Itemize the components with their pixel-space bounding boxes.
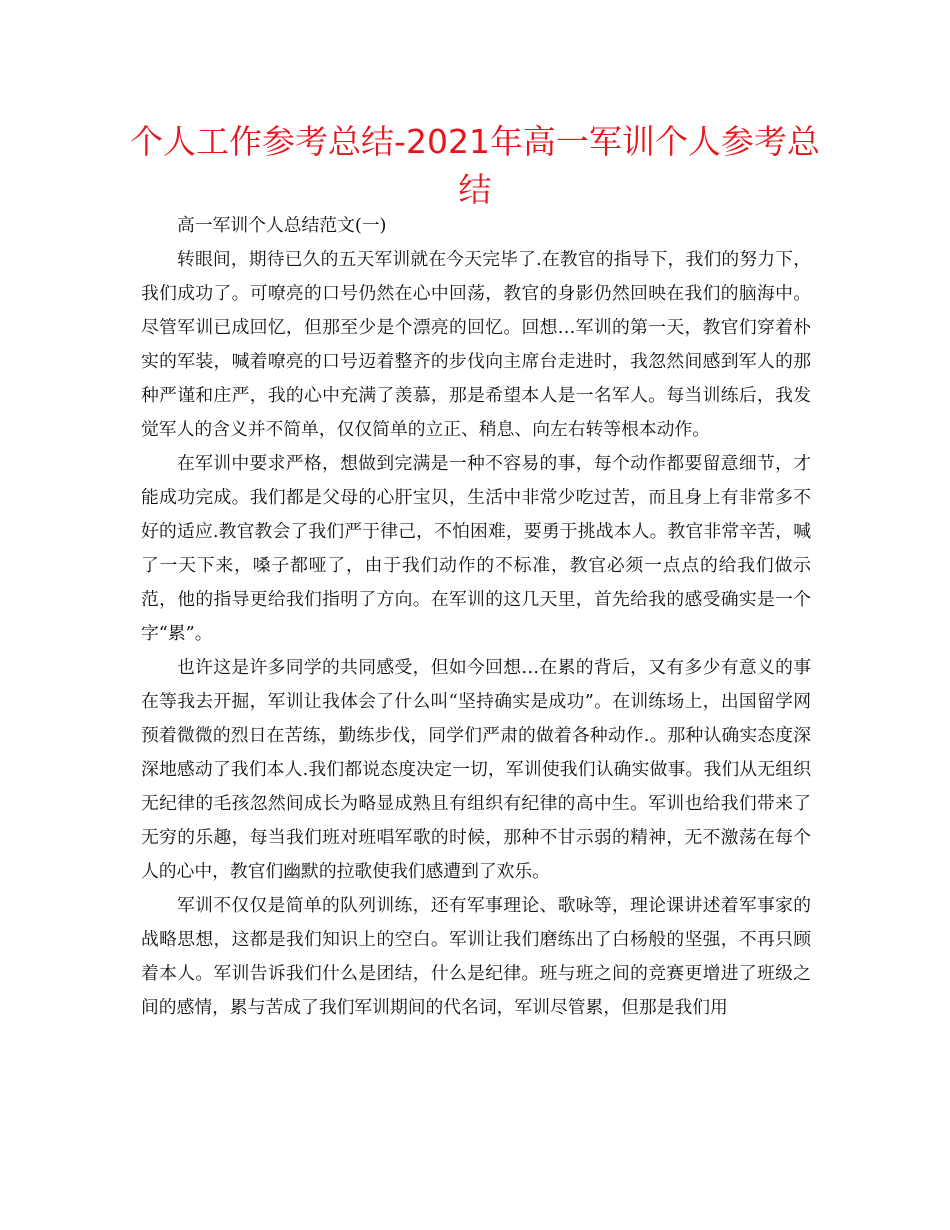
document-body — [141, 209, 811, 1025]
paragraph-3: 也许这是许多同学的共同感受，但如今回想…在累的背后，又有多少有意义的事在等我去开掘，军训让我体会了什么叫“坚持确实是成功”。在训练场上，出国留学网预着微微的烈日在苦练，勤练步伐，同学们严肃的做着各种动作.。那种认确实态度深深地感动了我们本人.我们都说态度决定一切，军训使我们认确实做事。我们从无组织无纪律的毛孩忽然间成长为略显成熟且有组织有纪律的高中生。军训也给我们带来了无穷的乐趣，每当我们班对班唱军歌的时候，那种不甘示弱的精神，无不激荡在每个人的心中，教官们幽默的拉歌使我们感遭到了欢乐。 — [141, 657, 811, 882]
paragraph-1: 转眼间，期待已久的五天军训就在今天完毕了.在教官的指导下，我们的努力下，我们成功了。可嘹亮的口号仍然在心中回荡，教官的身影仍然回映在我们的脑海中。尽管军训已成回忆，但那至少是个漂亮的回忆。回想…军训的第一天，教官们穿着朴实的军装，喊着嘹亮的口号迈着整齐的步伐向主席台走进时，我忽然间感到军人的那种严谨和庄严，我的心中充满了羡慕，那是希望本人是一名军人。每当训练后，我发觉军人的含义并不简单，仅仅简单的立正、稍息、向左右转等根本动作。 — [141, 249, 811, 440]
section-subtitle: 高一军训个人总结范文(一) — [177, 215, 387, 236]
document-title: 个人工作参考总结-2021年高一军训个人参考总结 — [130, 122, 820, 209]
paragraph-4: 军训不仅仅是简单的队列训练，还有军事理论、歌咏等，理论课讲述着军事家的战略思想，这都是我们知识上的空白。军训让我们磨练出了白杨般的坚强，不再只顾着本人。军训告诉我们什么是团结，什么是纪律。班与班之间的竞赛更增进了班级之间的感情，累与苦成了我们军训期间的代名词，军训尽管累，但那是我们用 — [141, 895, 811, 1018]
paragraph-2: 在军训中要求严格，想做到完满是一种不容易的事，每个动作都要留意细节，才能成功完成。我们都是父母的心肝宝贝，生活中非常少吃过苦，而且身上有非常多不好的适应.教官教会了我们严于律己，不怕困难，要勇于挑战本人。教官非常辛苦，喊了一天下来，嗓子都哑了，由于我们动作的不标准，教官必须一点点的给我们做示范，他的指导更给我们指明了方向。在军训的这几天里，首先给我的感受确实是一个字“累”。 — [141, 453, 811, 644]
